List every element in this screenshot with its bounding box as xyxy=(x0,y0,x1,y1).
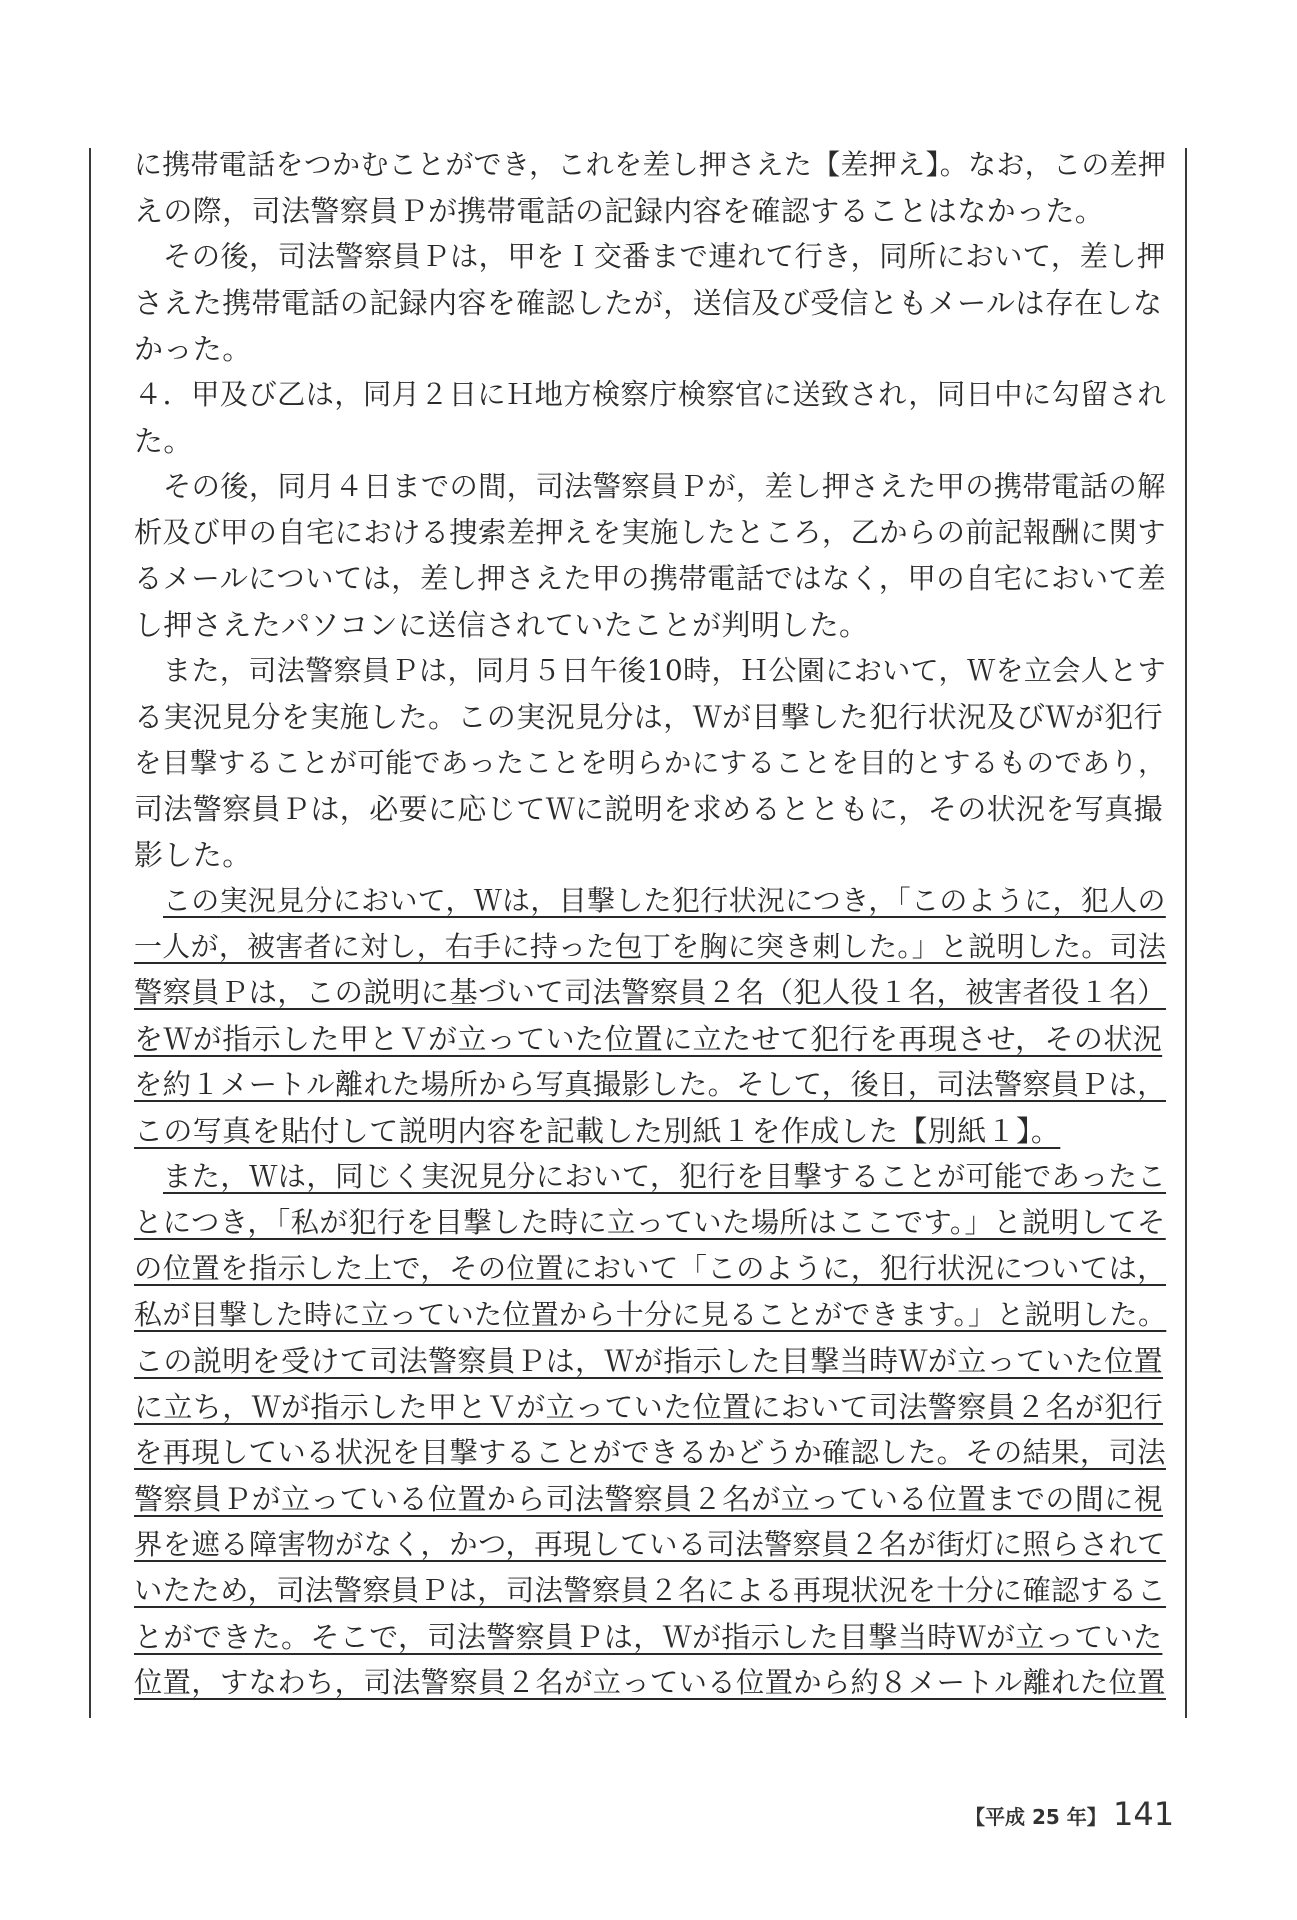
text-line-content: る実況見分を実施した。この実況見分は，Ｗが目撃した犯行状況及びＷが犯行 xyxy=(134,700,1164,734)
text-line xyxy=(134,1108,1166,1154)
text-line xyxy=(134,786,1166,832)
text-line-content: この実況見分において，Ｗは，目撃した犯行状況につき，「このように，犯人の xyxy=(163,884,1166,917)
text-line-content: をＷが指示した甲とＶが立っていた位置に立たせて犯行を再現させ，その状況 xyxy=(134,1022,1163,1056)
text-line-content: また，司法警察員Ｐは，同月５日午後10時，Ｈ公園において，Ｗを立会人とす xyxy=(163,654,1167,687)
text-line-content: を約１メートル離れた場所から写真撮影した。そして，後日，司法警察員Ｐは， xyxy=(134,1068,1166,1101)
text-line-content: かった。 xyxy=(134,332,252,366)
text-line xyxy=(134,694,1166,740)
text-line-content: その後，司法警察員Ｐは，甲をＩ交番まで連れて行き，同所において，差し押 xyxy=(163,240,1166,273)
text-line-content: えの際，司法警察員Ｐが携帯電話の記録内容を確認することはなかった。 xyxy=(134,194,1105,228)
text-line xyxy=(134,740,1166,786)
text-line-content: 界を遮る障害物がなく，かつ，再現している司法警察員２名が街灯に照らされて xyxy=(134,1528,1166,1561)
text-line-content: また，Ｗは，同じく実況見分において，犯行を目撃することが可能であったこ xyxy=(163,1160,1166,1193)
text-line-content: 私が目撃した時に立っていた位置から十分に見ることができます。」と説明した。 xyxy=(134,1298,1167,1331)
text-line-content: 位置，すなわち，司法警察員２名が立っている位置から約８メートル離れた位置 xyxy=(134,1666,1166,1699)
text-line xyxy=(134,1338,1166,1384)
text-line xyxy=(134,510,1166,556)
text-line-content: の位置を指示した上で，その位置において「このように，犯行状況については， xyxy=(134,1252,1166,1285)
text-line xyxy=(134,832,1166,878)
text-line xyxy=(134,464,1166,510)
text-line-content: その後，同月４日までの間，司法警察員Ｐが，差し押さえた甲の携帯電話の解 xyxy=(163,470,1166,503)
text-line-content: とにつき，「私が犯行を目撃した時に立っていた場所はここです。」と説明してそ xyxy=(134,1206,1166,1239)
text-line xyxy=(134,878,1166,924)
text-line-content: この写真を貼付して説明内容を記載した別紙１を作成した【別紙１】。 xyxy=(134,1114,1061,1148)
text-line xyxy=(134,1568,1166,1614)
text-line xyxy=(134,1476,1166,1522)
text-line-content: に立ち，Ｗが指示した甲とＶが立っていた位置において司法警察員２名が犯行 xyxy=(134,1390,1164,1424)
text-line-content: るメールについては，差し押さえた甲の携帯電話ではなく，甲の自宅において差 xyxy=(134,562,1166,595)
era-label: 【平成 25 年】 xyxy=(965,1805,1107,1829)
text-line-content: 一人が，被害者に対し，右手に持った包丁を胸に突き刺した。」と説明した。司法 xyxy=(134,930,1167,963)
text-line xyxy=(134,1062,1166,1108)
text-line-content: 警察員Ｐが立っている位置から司法警察員２名が立っている位置までの間に視 xyxy=(134,1482,1164,1516)
text-line-content: この説明を受けて司法警察員Ｐは，Ｗが指示した目撃当時Ｗが立っていた位置 xyxy=(134,1344,1164,1378)
text-line-content: に携帯電話をつかむことができ，これを差し押さえた【差押え】。なお，この差押 xyxy=(134,148,1167,181)
text-line xyxy=(134,234,1166,280)
text-line xyxy=(134,1384,1166,1430)
text-line-content: 警察員Ｐは，この説明に基づいて司法警察員２名（犯人役１名，被害者役１名） xyxy=(134,976,1166,1009)
text-line xyxy=(134,602,1166,648)
text-line xyxy=(134,648,1166,694)
page-number: 141 xyxy=(1113,1795,1175,1833)
text-line-content: とができた。そこで，司法警察員Ｐは，Ｗが指示した目撃当時Ｗが立っていた xyxy=(134,1620,1163,1654)
text-line-content: ４．甲及び乙は，同月２日にＨ地方検察庁検察官に送致され，同日中に勾留され xyxy=(134,378,1166,411)
text-line-content: 影した。 xyxy=(134,838,252,872)
text-line xyxy=(134,924,1166,970)
text-line xyxy=(134,1246,1166,1292)
text-line xyxy=(134,280,1166,326)
text-line xyxy=(134,1660,1166,1706)
text-line xyxy=(134,372,1166,418)
text-line xyxy=(134,1614,1166,1660)
text-line xyxy=(134,556,1166,602)
text-line xyxy=(134,326,1166,372)
page-footer xyxy=(0,1795,1297,1835)
text-line xyxy=(134,1016,1166,1062)
text-line-content: を目撃することが可能であったことを明らかにすることを目的とするものであり， xyxy=(134,747,1167,779)
text-line-content: た。 xyxy=(134,424,193,458)
text-line xyxy=(134,1200,1166,1246)
text-line xyxy=(134,1154,1166,1200)
right-frame-rule xyxy=(1185,148,1187,1718)
text-line-content: 析及び甲の自宅における捜索差押えを実施したところ，乙からの前記報酬に関す xyxy=(134,516,1166,549)
left-frame-rule xyxy=(89,148,91,1718)
text-line xyxy=(134,418,1166,464)
text-line xyxy=(134,1522,1166,1568)
document-body xyxy=(134,142,1166,1706)
text-line-content: し押さえたパソコンに送信されていたことが判明した。 xyxy=(134,608,869,642)
text-line xyxy=(134,1292,1166,1338)
text-line xyxy=(134,188,1166,234)
text-line-content: さえた携帯電話の記録内容を確認したが，送信及び受信ともメールは存在しな xyxy=(134,286,1163,320)
text-line-content: を再現している状況を目撃することができるかどうか確認した。その結果，司法 xyxy=(134,1436,1166,1469)
text-line xyxy=(134,142,1166,188)
text-line xyxy=(134,970,1166,1016)
text-line xyxy=(134,1430,1166,1476)
text-line-content: 司法警察員Ｐは，必要に応じてＷに説明を求めるとともに，その状況を写真撮 xyxy=(134,792,1164,826)
text-line-content: いたため，司法警察員Ｐは，司法警察員２名による再現状況を十分に確認するこ xyxy=(134,1574,1166,1607)
